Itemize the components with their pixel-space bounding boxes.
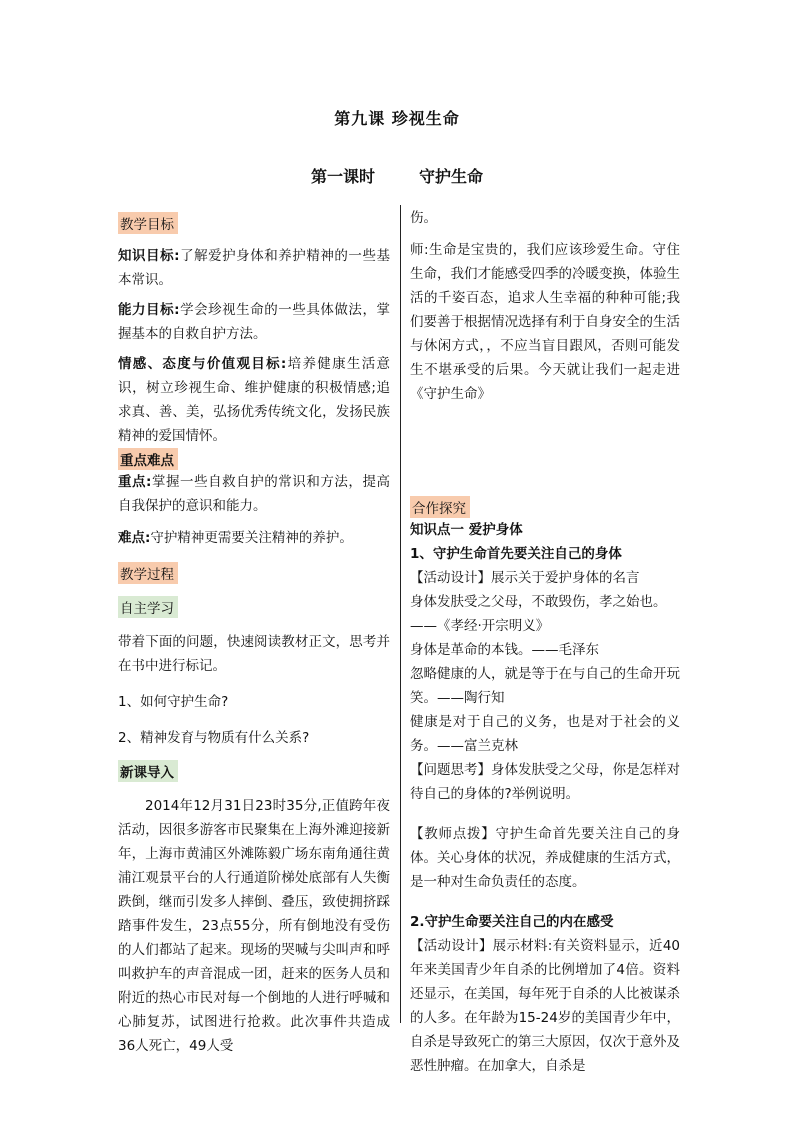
focus-point <box>118 470 390 518</box>
emotion-text: 培养健康生活意识，树立珍视生命、维护健康的积极情感;追求真、善、美，弘扬优秀传统文化，发扬民族精神的爱国情怀。 <box>118 356 391 444</box>
intro-tag: 新课导入 <box>118 760 178 782</box>
left-column <box>118 206 390 1058</box>
right-column <box>410 206 680 1078</box>
continued-text: 伤。 <box>410 210 437 226</box>
explore-tag: 合作探究 <box>410 496 470 518</box>
knowledge-goal <box>118 244 390 292</box>
ability-label: 能力目标: <box>118 302 180 318</box>
lesson-title: 第九课 珍视生命 <box>334 109 460 128</box>
activity-1: 【活动设计】展示关于爱护身体的名言 <box>410 570 640 586</box>
quote-1a: 身体发肤受之父母，不敢毁伤，孝之始也。 <box>410 594 667 610</box>
period-label: 第一课时 <box>310 167 375 186</box>
ability-text: 学会珍视生命的一些具体做法，掌握基本的自救自护方法。 <box>118 302 390 342</box>
selfstudy-tag: 自主学习 <box>118 596 178 618</box>
keypoints-tag: 重点难点 <box>118 448 178 470</box>
focus-text: 掌握一些自救自护的常识和方法，提高自我保护的意识和能力。 <box>118 474 390 514</box>
sub2-title: 2.守护生命要关注自己的内在感受 <box>410 914 614 930</box>
question-think: 【问题思考】身体发肤受之父母，你是怎样对待自己的身体的?举例说明。 <box>410 762 680 802</box>
goals-tag: 教学目标 <box>118 212 178 234</box>
emotion-goal <box>118 352 390 448</box>
knowledge-text: 了解爱护身体和养护精神的一些基本常识。 <box>118 248 390 288</box>
difficulty-text: 守护精神更需要关注精神的养护。 <box>150 530 353 546</box>
period-title: 守护生命 <box>419 167 484 186</box>
selfstudy-intro: 带着下面的问题，快速阅读教材正文，思考并在书中进行标记。 <box>118 634 390 674</box>
ability-goal <box>118 298 390 346</box>
period-heading <box>0 164 794 187</box>
difficulty-point <box>118 526 390 550</box>
question-2: 2、精神发育与物质有什么关系? <box>118 730 310 746</box>
quote-3: 忽略健康的人，就是等于在与自己的生命开玩笑。——陶行知 <box>410 666 680 706</box>
knowledge-label: 知识目标: <box>118 248 180 264</box>
quote-1b: ——《孝经·开宗明义》 <box>410 618 550 634</box>
focus-label: 重点: <box>118 474 152 490</box>
difficulty-label: 难点: <box>118 530 151 546</box>
activity-2: 【活动设计】展示材料:有关资料显示，近40年来美国青少年自杀的比例增加了4倍。资料还显示，在美国，每年死于自杀的人比被谋杀的人多。在年龄为15-24岁的美国青少年中，自杀是导致死亡的第三大原因，仅次于意外及恶性肿瘤。在加拿大，自杀是 <box>410 938 680 1074</box>
quote-2: 身体是革命的本钱。——毛泽东 <box>410 642 599 658</box>
quote-4: 健康是对于自己的义务，也是对于社会的义务。——富兰克林 <box>410 714 680 754</box>
process-tag: 教学过程 <box>118 562 178 584</box>
emotion-label: 情感、态度与价值观目标: <box>118 356 287 372</box>
point1-title: 知识点一 爱护身体 <box>410 522 523 538</box>
teacher-intro: 师:生命是宝贵的，我们应该珍爱生命。守住生命，我们才能感受四季的冷暖变换，体验生活的千姿百态，追求人生幸福的种种可能;我们要善于根据情况选择有利于自身安全的生活与休闲方式，，不应当盲目跟风，否则可能发生不堪承受的后果。今天就让我们一起走进《守护生命》 <box>410 242 680 402</box>
column-divider <box>400 205 401 1023</box>
intro-text: 2014年12月31日23时35分,正值跨年夜活动，因很多游客市民聚集在上海外滩迎接新年，上海市黄浦区外滩陈毅广场东南角通往黄浦江观景平台的人行通道阶梯处底部有人失衡跌倒，继而引发多人摔倒、叠压，致使拥挤踩踏事件发生，23点55分，所有倒地没有受伤的人们都站了起来。现场的哭喊与尖叫声和呼叫救护车的声音混成一团，赶来的医务人员和附近的热心市民对每一个倒地的人进行呼喊和心肺复苏，试图进行抢救。此次事件共造成36人死亡，49人受 <box>118 798 390 1054</box>
teacher-tip: 【教师点拨】守护生命首先要关注自己的身体。关心身体的状况，养成健康的生活方式，是一种对生命负责任的态度。 <box>410 826 680 890</box>
question-1: 1、如何守护生命? <box>118 694 229 710</box>
sub1-title: 1、守护生命首先要关注自己的身体 <box>410 546 622 562</box>
